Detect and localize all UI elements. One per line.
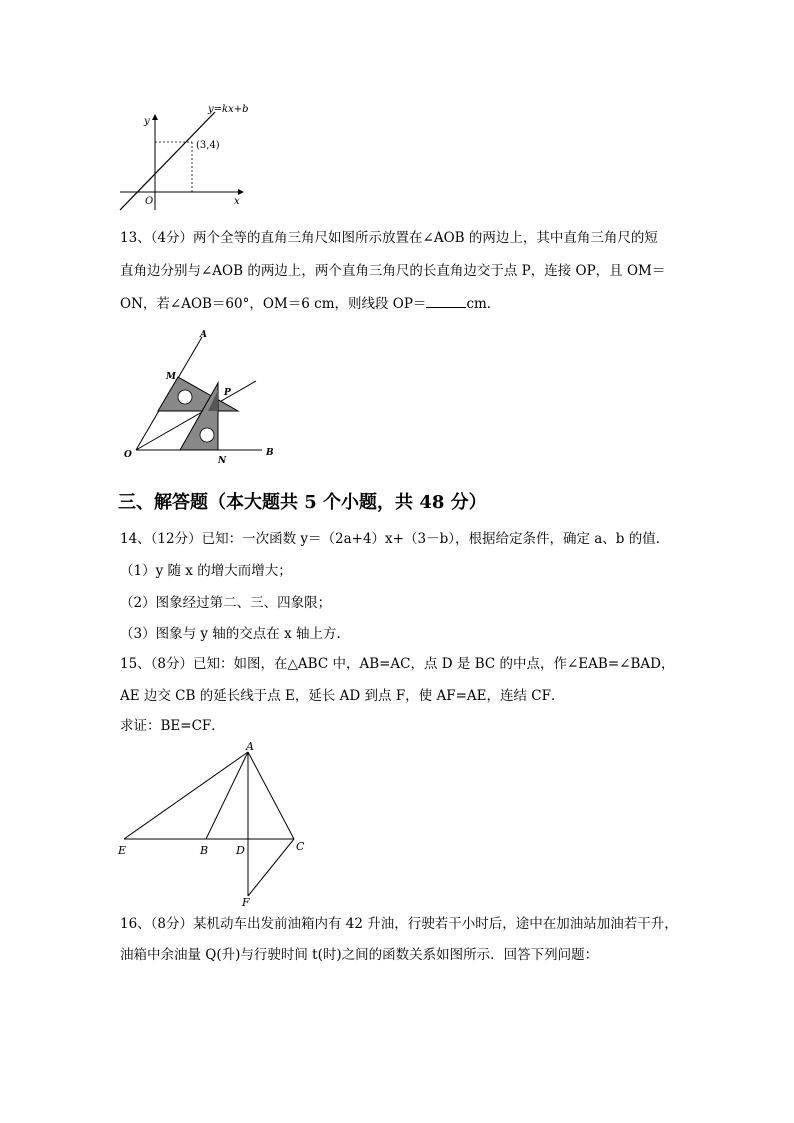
y-axis-label: y [144, 116, 150, 127]
segment-AB [206, 752, 248, 839]
segment-AE [124, 752, 248, 839]
q14-item2: （2）图象经过第二、三、四象限； [120, 595, 332, 611]
q14-item3: （3）图象与 y 轴的交点在 x 轴上方． [120, 626, 350, 642]
q13-line1: 13、（4分）两个全等的直角三角尺如图所示放置在∠AOB 的两边上，其中直角三角尺的短 [120, 230, 658, 246]
figure-triangle-rulers [120, 325, 285, 467]
line-label: y=kx+b [208, 104, 249, 115]
section-title: 三、解答题（本大题共 5 个小题，共 48 分） [118, 492, 487, 513]
q16-line1: 16、（8分）某机动车出发前油箱内有 42 升油，行驶若干小时后，途中在加油站加油若干升， [120, 916, 678, 932]
graph-line [120, 112, 215, 210]
label-B: B [266, 448, 274, 458]
label-M: M [166, 372, 176, 382]
label-E: E [118, 844, 127, 857]
label-N: N [218, 456, 227, 466]
x-axis-label: x [234, 196, 240, 207]
q14-item1: （1）y 随 x 的增大而增大； [120, 563, 292, 579]
label-B: B [200, 844, 209, 857]
ruler-hole-lower [200, 428, 214, 442]
q13-unit: cm． [466, 296, 501, 312]
label-A: A [200, 330, 207, 340]
label-O: O [124, 450, 132, 460]
label-C: C [296, 840, 305, 853]
label-A: A [246, 740, 254, 753]
x-axis-arrow [238, 189, 244, 195]
q15-line3: 求证：BE=CF． [120, 718, 225, 734]
q13-line2: 直角边分别与∠AOB 的两边上，两个直角三角尺的长直角边交于点 P，连接 OP，且 OM＝ [120, 263, 666, 279]
q15-line2: AE 边交 CB 的延长线于点 E，延长 AD 到点 F，使 AF=AE，连结 CF． [120, 688, 565, 704]
figure-linear-graph [110, 100, 260, 215]
q13-line3 [120, 293, 500, 314]
y-axis-arrow [152, 114, 158, 120]
point-label: (3,4) [196, 140, 220, 151]
answer-blank [426, 293, 466, 308]
segment-CF [248, 839, 294, 896]
label-D: D [236, 844, 245, 857]
origin-label: O [145, 196, 154, 207]
label-P: P [224, 388, 231, 398]
segment-AC [248, 752, 294, 839]
q13-line3-text: ON，若∠AOB＝60°，OM＝6 cm，则线段 OP＝ [120, 296, 427, 312]
ruler-hole-upper [178, 390, 192, 404]
q14-line1: 14、（12分）已知：一次函数 y＝（2a+4）x+（3－b），根据给定条件，确定 a、b 的值． [120, 531, 670, 547]
label-F: F [242, 896, 250, 908]
figure-triangle-abc [112, 738, 312, 908]
q15-line1: 15、（8分）已知：如图，在△ABC 中，AB=AC，点 D 是 BC 的中点，作∠EAB=∠BAD， [120, 656, 675, 672]
q16-line2: 油箱中余油量 Q(升)与行驶时间 t(时)之间的函数关系如图所示．回答下列问题： [120, 947, 599, 963]
